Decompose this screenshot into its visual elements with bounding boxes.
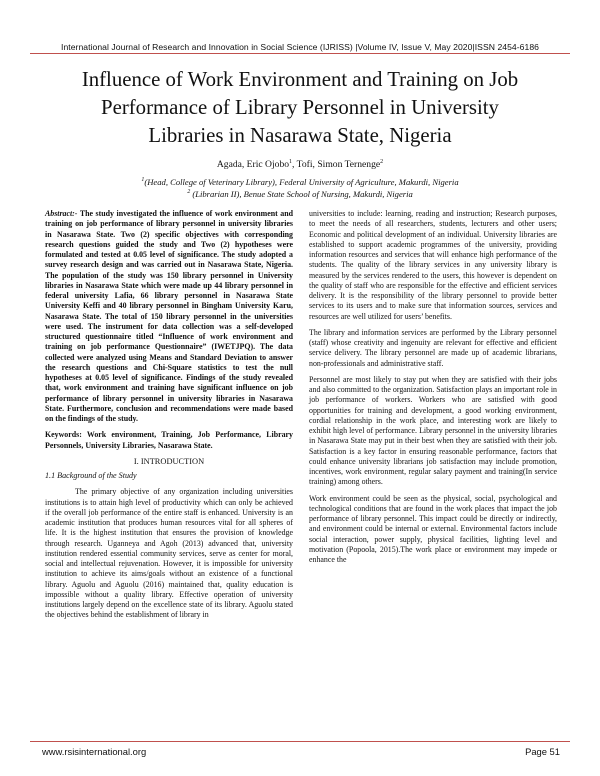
keywords: Keywords: Work environment, Training, Job Performance, Library Personnels, University Libraries, Nasarawa State.	[45, 430, 293, 450]
page-number: Page 51	[525, 746, 560, 757]
subsection-heading: 1.1 Background of the Study	[45, 471, 137, 480]
affiliation-1-text: (Head, College of Veterinary Library), Federal University of Agriculture, Makurdi, Nigeria	[144, 177, 459, 187]
body-paragraph: universities to include: learning, reading and instruction; Research purposes, to meet the needs of all researchers, students, lecturers and other users; Economic and political development of an individual. University libraries are established to support academic programmes of the university, providing information resources and services that will enhance high performance of the students. The quality of the library services in any university library is measured by the services rendered to the users, this however is dependent on the quality of staff who are responsible for the effective and efficient services delivery. It is the responsibility of the library personnel to provide better services to its users and to make sure that information sources, services and resources are well utilized for users’ benefits.	[309, 209, 557, 321]
author-1-mark: 1	[289, 159, 293, 165]
title-line: Libraries in Nasarawa State, Nigeria	[148, 124, 452, 147]
authors	[0, 159, 600, 170]
left-column	[45, 209, 293, 627]
footer-divider	[30, 741, 570, 742]
body-paragraph: The library and information services are performed by the Library personnel (staff) whose creativity and ingenuity are relevant for effective and efficient service delivery. The library personnel are made up of academic librarians, non-professionals and administrative staff.	[309, 327, 557, 368]
title-line: Performance of Library Personnel in University	[101, 96, 499, 119]
abstract-body: The study investigated the influence of work environment and training on job performance of library personnel in university libraries in Nasarawa State. Two (2) specific objectives with corresponding research questions guided the study and Two (2) hypotheses were formulated and tested at 0.05 level of significance. The study adopted a survey research design and was carried out in Nasarawa State, Nigeria. The population of the study was 150 library personnel in University libraries in Nasarawa State which were made up 44 library personnel in federal university Lafia, 66 library personnel in Nasarawa State University Keffi and 40 library personnel in Bingham University Karu, Nasarawa State. The total of 150 library personnel in the universities were used. The instrument for data collection was a self-developed structured questionnaire titled “Influence of work environment and training on job performance Questionnaire” (IWETJPQ). The data collected were analyzed using Means and Standard Deviation to answer the research questions and Chi-Square statistics to test the null hypotheses at 0.05 level of significance. Findings of the study revealed that, work environment and training have significant influence on job performance of library personnel in university libraries in Nasarawa State. Furthermore, conclusion and recommendations were made based on the findings of the study.	[45, 209, 293, 423]
header-divider	[30, 53, 570, 54]
abstract	[45, 209, 293, 424]
author-1: Agada, Eric Ojobo	[216, 159, 290, 171]
affiliation-1	[0, 177, 600, 187]
author-2-mark: 2	[380, 159, 384, 165]
abstract-lead: Abstract:-	[45, 209, 78, 218]
body-paragraph: Work environment could be seen as the physical, social, psychological and technological conditions that are found in the work places that impact the job performance of library personnel. This impact could be directly or indirectly, and environment could be internal or external. Environmental factors include social interaction, power supply, physical facilities, lighting level and motivation (Popoola, 2015).The work place or environment may impede or enhance the	[309, 493, 557, 564]
affiliation-2-mark: 2	[187, 189, 191, 196]
section-heading: I. INTRODUCTION	[133, 456, 205, 466]
body-paragraph: The primary objective of any organization including universities institutions is to attain high level of productivity which can only be achieved if the overall job performance of the entire staff is enhanced. University is an academic institution that produces human resources vital for all spheres of life. It is the highest institution that ensures the provision of knowledge through research. Uganneya and Agoh (2013) advanced that, university institution rendered essential community services, serve as center for moral, social and intellectual rejuvenation. However, it is impossible for university institution to achieve its aims/goals without an existence of a functional library. Aguolu and Aguolu (2016) maintained that, quality education is impossible without a quality library. Effective operation of university institutions largely depend on the excellence state of its library. Aguolu stated the objectives behind the establishment of library in	[45, 487, 293, 620]
title-line: Influence of Work Environment and Training on Job	[81, 68, 519, 91]
journal-header: International Journal of Research and Innovation in Social Science (IJRISS) |Volume IV, Issue V, May 2020|ISSN 2454-6186	[61, 42, 539, 52]
affiliation-2	[0, 189, 600, 199]
right-column	[309, 209, 557, 571]
paper-title	[34, 66, 566, 150]
footer-website-link[interactable]: www.rsisinternational.org	[42, 746, 147, 757]
affiliation-1-mark: 1	[141, 177, 145, 184]
author-2: , Tofi, Simon Ternenge	[292, 159, 381, 171]
affiliation-2-text: (Librarian II), Benue State School of Nursing, Makurdi, Nigeria	[190, 189, 413, 199]
body-paragraph: Personnel are most likely to stay put when they are satisfied with their jobs and also committed to the organization. Satisfaction plays an important role in job performance of workers. Workers who are satisfied with good opportunities for training and development, a good working environment, cordial relationship in the work place, and interesting work are likely to exhibit high level of performance. Library personnel in the university libraries in Nasarawa State may put in their best when they are satisfied with their job. Satisfaction is a key factor in ensuring reasonable performance, factors that could enhance university librarians job satisfaction may include promotion, incentives, work environment, regular salary payment and training(In service training) among others.	[309, 374, 557, 487]
